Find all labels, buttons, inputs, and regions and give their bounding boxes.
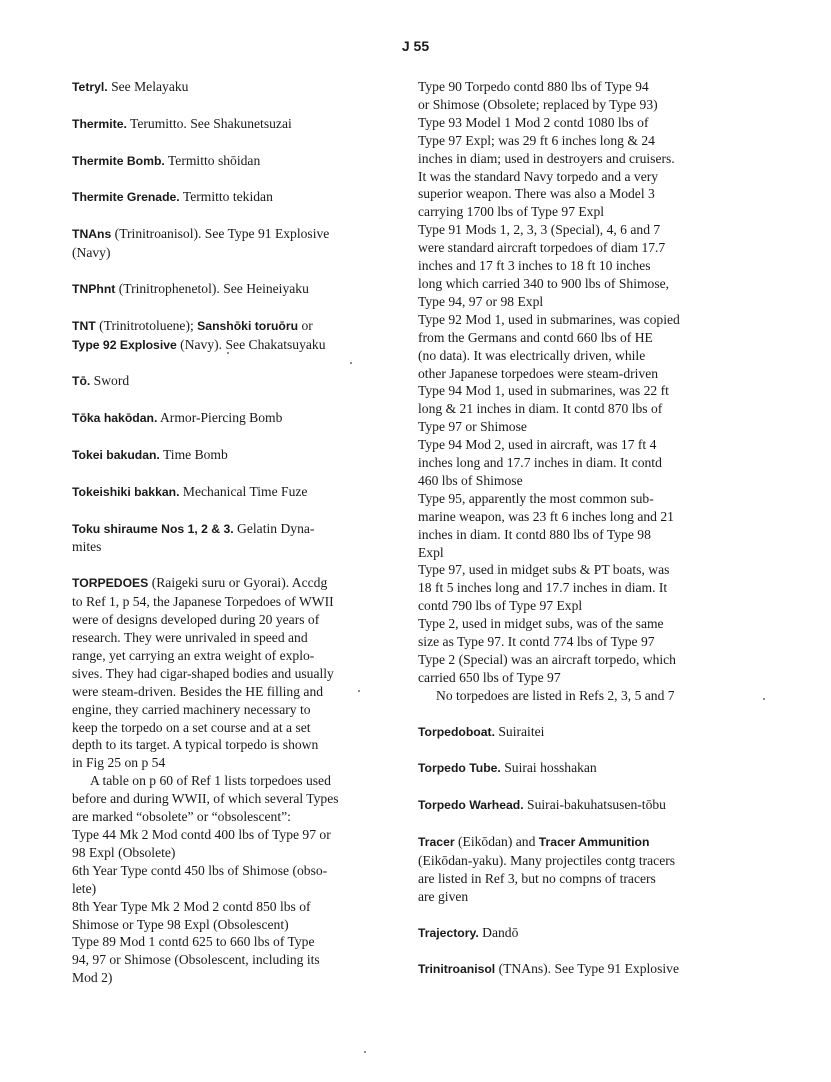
entry-text: marine weapon, was 23 ft 6 inches long and 21 xyxy=(418,508,674,524)
scan-speck xyxy=(350,362,352,364)
entry-term: Thermite. xyxy=(72,116,127,131)
text-line xyxy=(418,132,718,150)
text-line xyxy=(72,538,372,556)
paragraph-gap xyxy=(72,171,372,189)
entry-text: carried 650 lbs of Type 97 xyxy=(418,669,561,685)
entry-text: or xyxy=(298,317,313,333)
entry-text: It was the standard Navy torpedo and a very xyxy=(418,168,659,184)
paragraph-gap xyxy=(418,942,718,960)
paragraph-gap xyxy=(72,97,372,115)
paragraph-gap xyxy=(418,815,718,833)
paragraph-gap xyxy=(418,906,718,924)
text-line xyxy=(72,898,372,916)
paragraph-gap xyxy=(72,134,372,152)
text-line xyxy=(418,597,718,615)
text-line xyxy=(418,561,718,579)
text-line xyxy=(72,446,372,465)
scan-speck xyxy=(763,698,765,700)
entry-text: sives. They had cigar-shaped bodies and usually xyxy=(72,665,334,681)
entry-text: lete) xyxy=(72,880,97,896)
entry-text: 460 lbs of Shimose xyxy=(418,472,523,488)
text-line xyxy=(418,796,718,815)
entry-text: range, yet carrying an extra weight of explo- xyxy=(72,647,315,663)
text-line xyxy=(418,508,718,526)
text-line xyxy=(72,115,372,134)
entry-term: Type 92 Explosive xyxy=(72,337,177,352)
entry-term: Torpedo Warhead. xyxy=(418,798,524,813)
entry-text: 6th Year Type contd 450 lbs of Shimose (obso- xyxy=(72,862,328,878)
text-line xyxy=(418,870,718,888)
entry-text: in Fig 25 on p 54 xyxy=(72,755,166,771)
entry-text: (Navy). See Chakatsuyaku xyxy=(176,336,326,352)
text-line xyxy=(418,400,718,418)
entry-text: (no data). It was electrically driven, while xyxy=(418,347,646,363)
entry-text: inches in diam; used in destroyers and cruisers. xyxy=(418,150,675,166)
entry-text: are marked “obsolete” or “obsolescent”: xyxy=(72,809,291,825)
text-line xyxy=(72,280,372,299)
entry-text: See Melayaku xyxy=(107,79,189,94)
paragraph-gap xyxy=(72,428,372,446)
text-line xyxy=(418,311,718,329)
entry-text: Mechanical Time Fuze xyxy=(179,483,308,499)
entry-text: Type 97 Expl; was 29 ft 6 inches long & 24 xyxy=(418,132,655,148)
text-line xyxy=(72,754,372,772)
entry-text: (Raigeki suru or Gyorai). Accdg xyxy=(148,575,328,591)
text-line xyxy=(72,862,372,880)
text-line xyxy=(72,701,372,719)
text-line xyxy=(72,225,372,244)
entry-text: superior weapon. There was also a Model 3 xyxy=(418,186,655,202)
entry-text: to Ref 1, p 54, the Japanese Torpedoes of WWII xyxy=(72,594,334,610)
text-line xyxy=(72,933,372,951)
entry-text: Gelatin Dyna- xyxy=(233,520,315,536)
text-line xyxy=(72,336,372,355)
text-line xyxy=(418,633,718,651)
text-line xyxy=(72,790,372,808)
entry-term: Tōka hakōdan. xyxy=(72,411,158,426)
text-line xyxy=(72,483,372,502)
entry-text: are listed in Ref 3, but no compns of tracers xyxy=(418,870,656,886)
text-line xyxy=(72,916,372,934)
entry-text: from the Germans and contd 660 lbs of HE xyxy=(418,329,653,345)
entry-text: (Navy) xyxy=(72,245,111,261)
entry-term: TORPEDOES xyxy=(72,576,149,591)
entry-term: Tracer Ammunition xyxy=(538,835,650,849)
text-line xyxy=(418,924,718,943)
entry-text: 98 Expl (Obsolete) xyxy=(72,844,176,860)
text-line xyxy=(418,275,718,293)
text-line xyxy=(418,418,718,436)
paragraph-gap xyxy=(418,705,718,723)
entry-text: Type 92 Mod 1, used in submarines, was copied xyxy=(418,311,680,327)
text-line xyxy=(418,168,718,186)
text-line xyxy=(72,719,372,737)
text-line xyxy=(418,579,718,597)
entry-text: Type 97 or Shimose xyxy=(418,419,527,435)
entry-text: or Shimose (Obsolete; replaced by Type 93) xyxy=(418,96,658,112)
text-line xyxy=(418,221,718,239)
text-line xyxy=(418,651,718,669)
text-line xyxy=(418,490,718,508)
entry-text: Expl xyxy=(418,544,444,560)
entry-text: inches and 17 ft 3 inches to 18 ft 10 inches xyxy=(418,258,651,274)
entry-text: No torpedoes are listed in Refs 2, 3, 5 and 7 xyxy=(436,687,675,703)
entry-term: Toku shiraume Nos 1, 2 & 3. xyxy=(72,521,234,536)
entry-text: Termitto tekidan xyxy=(179,189,273,205)
scan-speck xyxy=(227,352,229,354)
text-line xyxy=(418,888,718,906)
entry-text: 94, 97 or Shimose (Obsolescent, including its xyxy=(72,952,320,968)
text-line xyxy=(418,203,718,221)
entry-term: Trinitroanisol xyxy=(418,962,496,977)
text-line xyxy=(418,615,718,633)
text-line xyxy=(418,293,718,311)
entry-term: Trajectory. xyxy=(418,925,479,940)
entry-term: Torpedo Tube. xyxy=(418,761,501,776)
entry-text: keep the torpedo on a set course and at a set xyxy=(72,719,311,735)
entry-text: Type 95, apparently the most common sub- xyxy=(418,490,654,506)
entry-text: long & 21 inches in diam. It contd 870 lbs of xyxy=(418,401,663,417)
entry-text: are given xyxy=(418,888,469,904)
paragraph-gap xyxy=(72,391,372,409)
text-line xyxy=(72,629,372,647)
entry-text: were steam-driven. Besides the HE filling and xyxy=(72,683,324,699)
scan-speck xyxy=(358,690,360,692)
entry-text: were standard aircraft torpedoes of diam 17.7 xyxy=(418,240,666,256)
text-line xyxy=(418,526,718,544)
entry-term: TNPhnt xyxy=(72,281,116,296)
entry-text: Time Bomb xyxy=(159,446,228,462)
text-line xyxy=(72,593,372,611)
entry-text: mites xyxy=(72,539,102,555)
right-column xyxy=(418,78,718,979)
entry-text: research. They were unrivaled in speed and xyxy=(72,630,308,645)
text-line xyxy=(418,544,718,562)
text-line xyxy=(72,826,372,844)
entry-term: Tracer xyxy=(418,835,455,849)
text-line xyxy=(72,244,372,262)
text-line xyxy=(72,520,372,539)
entry-text: before and during WWII, of which several Types xyxy=(72,791,339,807)
text-line xyxy=(418,114,718,132)
text-line xyxy=(418,365,718,383)
entry-term: Thermite Bomb. xyxy=(72,153,165,168)
entry-term: Tō. xyxy=(72,374,91,389)
entry-text: Mod 2) xyxy=(72,970,113,986)
text-line xyxy=(418,96,718,114)
entry-text: size as Type 97. It contd 774 lbs of Type 97 xyxy=(418,634,655,650)
entry-term: Torpedoboat. xyxy=(418,724,495,739)
entry-text: were of designs developed during 20 years of xyxy=(72,612,320,628)
text-line xyxy=(72,647,372,665)
entry-text: (Trinitrophenetol). See Heineiyaku xyxy=(115,280,309,296)
entry-text: inches in diam. It contd 880 lbs of Type 98 xyxy=(418,526,651,542)
text-line xyxy=(418,852,718,870)
text-line xyxy=(418,382,718,400)
text-line xyxy=(418,669,718,687)
paragraph-gap xyxy=(72,299,372,317)
entry-text: (Eikōdan) and xyxy=(454,834,539,849)
text-line xyxy=(418,454,718,472)
entry-text: engine, they carried machinery necessary to xyxy=(72,701,311,717)
text-line xyxy=(72,409,372,428)
entry-text: contd 790 lbs of Type 97 Expl xyxy=(418,598,583,614)
paragraph-gap xyxy=(72,465,372,483)
entry-text: Suirai-bakuhatsusen-tōbu xyxy=(523,797,666,813)
text-line xyxy=(72,683,372,701)
left-column xyxy=(72,78,372,987)
text-line xyxy=(72,372,372,391)
entry-term: Tetryl. xyxy=(72,80,108,94)
text-line xyxy=(418,833,718,852)
entry-text: (Eikōdan-yaku). Many projectiles contg tracers xyxy=(418,852,676,868)
entry-text: long which carried 340 to 900 lbs of Shimose, xyxy=(418,275,670,291)
text-line xyxy=(72,317,372,336)
entry-text: Type 44 Mk 2 Mod contd 400 lbs of Type 97 or xyxy=(72,826,331,842)
entry-text: Termitto shōidan xyxy=(164,152,261,168)
text-line xyxy=(418,687,718,705)
entry-text: carrying 1700 lbs of Type 97 Expl xyxy=(418,204,605,220)
entry-text: Armor-Piercing Bomb xyxy=(157,410,283,426)
text-line xyxy=(418,78,718,96)
entry-text: Shimose or Type 98 Expl (Obsolescent) xyxy=(72,916,289,932)
text-line xyxy=(72,844,372,862)
entry-text: Sword xyxy=(90,373,130,389)
paragraph-gap xyxy=(72,207,372,225)
scan-speck xyxy=(364,1051,366,1053)
entry-text: 18 ft 5 inches long and 17.7 inches in diam. It xyxy=(418,580,668,596)
page-number: J 55 xyxy=(401,38,430,54)
entry-text: Type 97, used in midget subs & PT boats, was xyxy=(418,562,670,578)
text-line xyxy=(418,329,718,347)
entry-text: (TNAns). See Type 91 Explosive xyxy=(495,961,679,977)
entry-text: Type 94, 97 or 98 Expl xyxy=(418,293,544,309)
paragraph-gap xyxy=(72,355,372,373)
entry-term: TNAns xyxy=(72,227,112,242)
text-line xyxy=(72,665,372,683)
entry-term: Tokei bakudan. xyxy=(72,447,160,462)
text-line xyxy=(72,969,372,987)
entry-text: Terumitto. See Shakunetsuzai xyxy=(126,115,292,131)
paragraph-gap xyxy=(72,262,372,280)
entry-text: depth to its target. A typical torpedo is shown xyxy=(72,737,319,753)
entry-text: (Trinitroanisol). See Type 91 Explosive xyxy=(111,226,330,242)
text-line xyxy=(72,736,372,754)
entry-text: A table on p 60 of Ref 1 lists torpedoes used xyxy=(90,773,331,789)
entry-text: Type 2 (Special) was an aircraft torpedo, which xyxy=(418,652,676,667)
entry-text: inches long and 17.7 inches in diam. It contd xyxy=(418,455,662,471)
entry-text: Type 2, used in midget subs, was of the same xyxy=(418,616,664,632)
text-line xyxy=(418,759,718,778)
text-line xyxy=(72,152,372,171)
entry-text: other Japanese torpedoes were steam-driven xyxy=(418,365,659,381)
entry-term: Tokeishiki bakkan. xyxy=(72,484,180,499)
paragraph-gap xyxy=(418,742,718,760)
text-line xyxy=(418,150,718,168)
entry-text: 8th Year Type Mk 2 Mod 2 contd 850 lbs of xyxy=(72,898,311,914)
text-line xyxy=(72,808,372,826)
entry-term: Thermite Grenade. xyxy=(72,190,180,205)
text-line xyxy=(72,188,372,207)
entry-text: Type 90 Torpedo contd 880 lbs of Type 94 xyxy=(418,79,649,94)
entry-term: TNT xyxy=(72,318,96,333)
text-line xyxy=(418,347,718,365)
paragraph-gap xyxy=(72,502,372,520)
text-line xyxy=(72,574,372,593)
entry-text: Type 89 Mod 1 contd 625 to 660 lbs of Type xyxy=(72,934,315,950)
entry-text: (Trinitrotoluene); xyxy=(95,317,198,333)
entry-text: Type 94 Mod 1, used in submarines, was 22 ft xyxy=(418,383,669,399)
paragraph-gap xyxy=(418,778,718,796)
text-line xyxy=(72,772,372,790)
entry-text: Suiraitei xyxy=(494,723,545,739)
text-line xyxy=(418,960,718,979)
text-line xyxy=(418,185,718,203)
text-line xyxy=(418,239,718,257)
text-line xyxy=(418,436,718,454)
entry-text: Type 93 Model 1 Mod 2 contd 1080 lbs of xyxy=(418,114,649,130)
text-line xyxy=(72,951,372,969)
text-line xyxy=(72,880,372,898)
text-line xyxy=(72,78,372,97)
text-line xyxy=(418,723,718,742)
text-line xyxy=(418,257,718,275)
text-line xyxy=(72,611,372,629)
paragraph-gap xyxy=(72,556,372,574)
entry-term: Sanshōki toruōru xyxy=(197,318,299,333)
text-line xyxy=(418,472,718,490)
entry-text: Suirai hosshakan xyxy=(500,760,597,776)
entry-text: Dandō xyxy=(478,924,519,940)
entry-text: Type 91 Mods 1, 2, 3, 3 (Special), 4, 6 and 7 xyxy=(418,222,661,238)
entry-text: Type 94 Mod 2, used in aircraft, was 17 ft 4 xyxy=(418,437,657,453)
